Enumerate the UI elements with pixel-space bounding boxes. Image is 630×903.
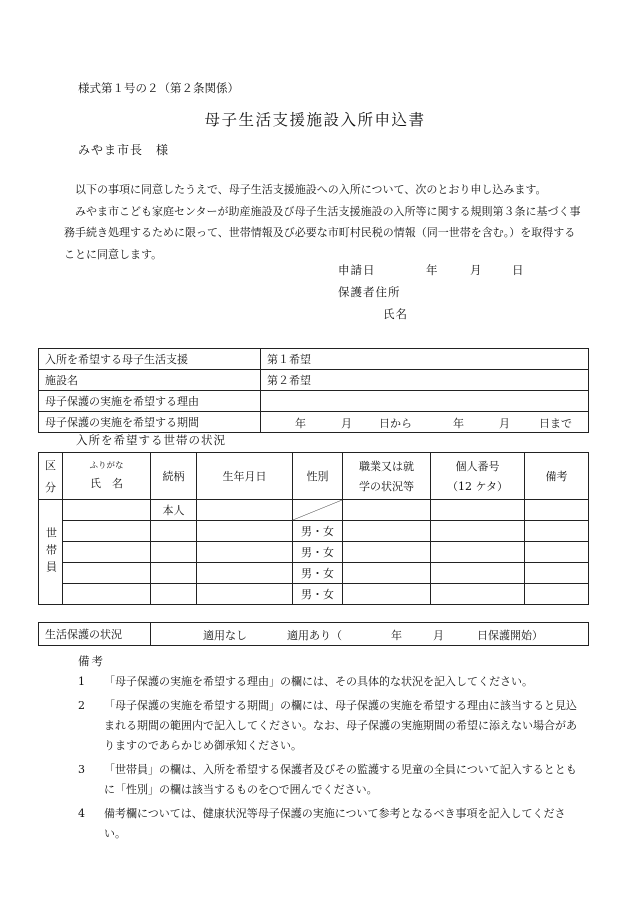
furigana-header: ふりがな <box>89 461 124 471</box>
table-row <box>39 584 589 605</box>
remarks-header: 備考 <box>525 453 589 500</box>
member-sex-field[interactable]: 男・女 <box>293 584 343 605</box>
welfare-label: 生活保護の状況 <box>39 623 151 646</box>
member-personal-number-field[interactable] <box>431 521 525 542</box>
note-text: 備考欄については、健康状況等母子保護の実施について参考となるべき事項を記入してください。 <box>104 807 566 840</box>
member-birthdate-field[interactable] <box>197 521 293 542</box>
table-row <box>39 563 589 584</box>
member-birthdate-field[interactable] <box>197 542 293 563</box>
division-header-bottom: 分 <box>45 481 56 494</box>
facility-label-line2: 施設名 <box>39 370 261 391</box>
member-personal-number-field[interactable] <box>431 584 525 605</box>
period-to-year: 年 <box>453 417 464 430</box>
period-field[interactable] <box>261 412 589 433</box>
guardian-name-label: 氏名 <box>383 307 408 321</box>
note-text: 「世帯員」の欄は、入所を希望する保護者及びその監護する児童の全員について記入するとともに「性別」の欄は該当するものを○で囲んでください。 <box>104 763 577 796</box>
facility-table <box>38 348 589 433</box>
member-sex-slash <box>293 500 343 521</box>
welfare-year: 年 <box>391 629 402 642</box>
member-name-field[interactable] <box>63 521 151 542</box>
members-label: 世帯員 <box>39 500 63 605</box>
member-birthdate-field[interactable] <box>197 563 293 584</box>
list-item <box>78 672 578 692</box>
consent-line-2: みやま市こども家庭センターが助産施設及び母子生活支援施設の入所等に関する規則第３条に基づく事務手続き処理するために限って、世帯情報及び必要な市町村民税の情報（同一世帯を含む。）を取得することに同意します。 <box>64 204 581 261</box>
notes-title: 備考 <box>78 654 105 668</box>
sex-header: 性別 <box>293 453 343 500</box>
member-remarks-field[interactable] <box>525 521 589 542</box>
addressee: みやま市長 様 <box>78 143 170 157</box>
period-label: 母子保護の実施を希望する期間 <box>39 412 261 433</box>
period-from-year: 年 <box>295 417 306 430</box>
member-occupation-field[interactable] <box>343 584 431 605</box>
member-sex-field[interactable]: 男・女 <box>293 563 343 584</box>
division-header <box>39 453 63 500</box>
welfare-month: 月 <box>433 629 444 642</box>
name-header-text: 氏 名 <box>90 477 123 490</box>
welfare-not-applicable: 適用なし <box>203 629 247 642</box>
period-from-day: 日から <box>379 417 412 430</box>
occupation-header-line1: 職業又は就 <box>359 460 414 473</box>
note-text: 「母子保護の実施を希望する理由」の欄には、その具体的な状況を記入してください。 <box>104 675 533 688</box>
member-personal-number-field[interactable] <box>431 500 525 521</box>
personal-number-header-line1: 個人番号 <box>455 460 500 473</box>
list-item <box>78 804 578 844</box>
member-birthdate-field[interactable] <box>197 500 293 521</box>
household-section-title: 入所を希望する世帯の状況 <box>76 433 226 447</box>
period-to-day: 日まで <box>539 417 572 430</box>
member-personal-number-field[interactable] <box>431 563 525 584</box>
member-name-field[interactable] <box>63 563 151 584</box>
occupation-header-line2: 学の状況等 <box>359 480 414 493</box>
name-header <box>63 453 151 500</box>
application-date-year: 年 <box>426 263 439 277</box>
member-name-field[interactable] <box>63 542 151 563</box>
guardian-address-label: 保護者住所 <box>338 285 401 299</box>
reason-label: 母子保護の実施を希望する理由 <box>39 391 261 412</box>
member-occupation-field[interactable] <box>343 542 431 563</box>
household-table <box>38 452 589 605</box>
table-row <box>39 500 589 521</box>
reason-field[interactable] <box>261 391 589 412</box>
member-remarks-field[interactable] <box>525 542 589 563</box>
personal-number-header <box>431 453 525 500</box>
table-row <box>39 542 589 563</box>
member-occupation-field[interactable] <box>343 563 431 584</box>
list-item <box>78 760 578 800</box>
personal-number-header-line2: （12 ケタ） <box>447 480 508 493</box>
relation-header: 続柄 <box>151 453 197 500</box>
note-number: 3 <box>78 763 85 776</box>
welfare-status-table <box>38 622 589 646</box>
form-number: 様式第１号の２（第２条関係） <box>78 81 239 95</box>
member-relation-field[interactable] <box>151 584 197 605</box>
member-name-field[interactable] <box>63 500 151 521</box>
note-number: 4 <box>78 807 85 820</box>
application-date-day: 日 <box>512 263 525 277</box>
member-remarks-field[interactable] <box>525 584 589 605</box>
application-date-label: 申請日 <box>338 263 376 277</box>
first-choice-field[interactable]: 第１希望 <box>261 349 589 370</box>
member-relation-field[interactable] <box>151 521 197 542</box>
member-occupation-field[interactable] <box>343 500 431 521</box>
member-relation-self: 本人 <box>151 500 197 521</box>
birthdate-header: 生年月日 <box>197 453 293 500</box>
note-text: 「母子保護の実施を希望する期間」の欄には、母子保護の実施を希望する理由に該当すると見込まれる期間の範囲内で記入してください。なお、母子保護の実施期間の希望に添えない場合がありますのであらかじめ御承知ください。 <box>104 699 577 752</box>
member-sex-field[interactable]: 男・女 <box>293 542 343 563</box>
period-from-month: 月 <box>341 417 352 430</box>
facility-label-line1: 入所を希望する母子生活支援 <box>39 349 261 370</box>
member-relation-field[interactable] <box>151 563 197 584</box>
welfare-applicable: 適用あり（ <box>287 629 342 642</box>
second-choice-field[interactable]: 第２希望 <box>261 370 589 391</box>
consent-paragraph <box>64 179 584 265</box>
division-header-top: 区 <box>45 459 56 472</box>
period-to-month: 月 <box>499 417 510 430</box>
list-item <box>78 696 578 756</box>
welfare-start: 日保護開始） <box>477 629 543 642</box>
member-occupation-field[interactable] <box>343 521 431 542</box>
member-remarks-field[interactable] <box>525 500 589 521</box>
form-title: 母子生活支援施設入所申込書 <box>204 111 426 129</box>
note-number: 1 <box>78 675 85 688</box>
member-remarks-field[interactable] <box>525 563 589 584</box>
application-date-month: 月 <box>470 263 483 277</box>
note-number: 2 <box>78 699 85 712</box>
member-birthdate-field[interactable] <box>197 584 293 605</box>
table-row <box>39 521 589 542</box>
notes-list <box>78 672 578 848</box>
member-personal-number-field[interactable] <box>431 542 525 563</box>
member-name-field[interactable] <box>63 584 151 605</box>
consent-line-1: 以下の事項に同意したうえで、母子生活支援施設への入所について、次のとおり申し込みます。 <box>64 183 547 196</box>
diagonal-line <box>293 500 342 520</box>
member-sex-field[interactable]: 男・女 <box>293 521 343 542</box>
welfare-status-field[interactable] <box>151 623 589 646</box>
occupation-header <box>343 453 431 500</box>
member-relation-field[interactable] <box>151 542 197 563</box>
